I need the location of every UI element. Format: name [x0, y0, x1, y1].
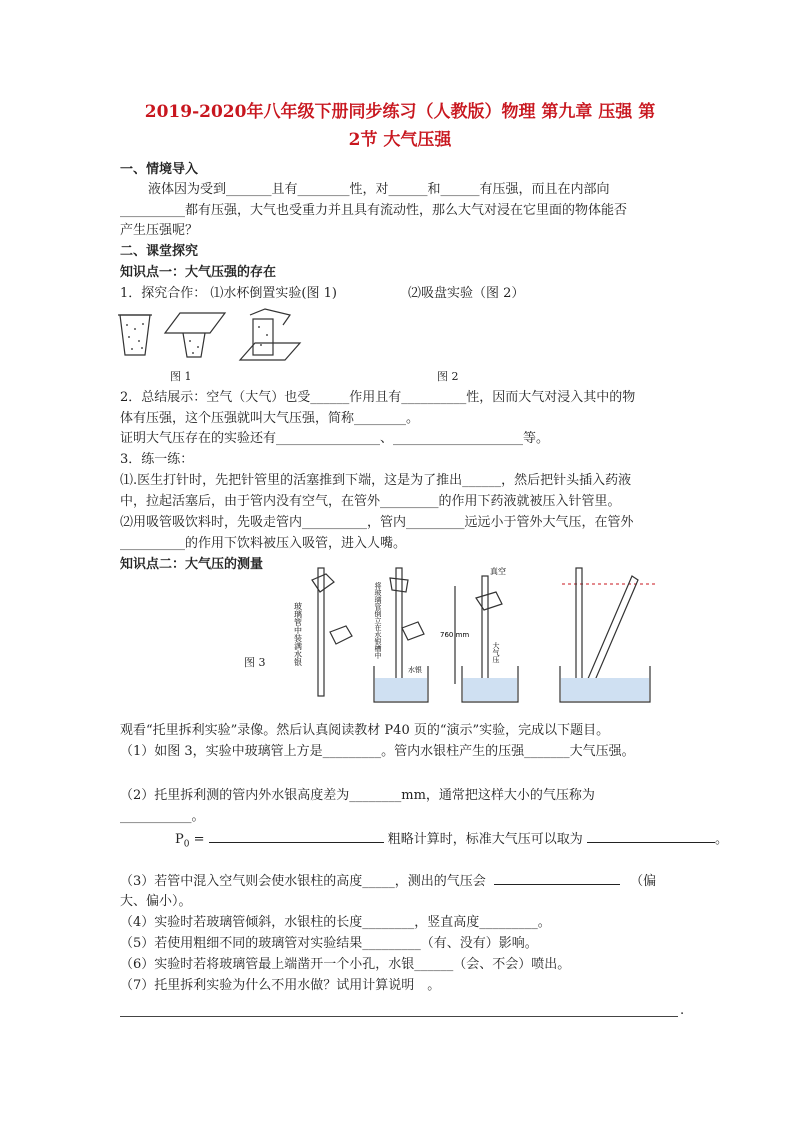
- glass-tube-tilted: [584, 576, 638, 692]
- question-3-line-2: 大、偏小）。: [120, 894, 192, 909]
- figure-2-caption: 图 2: [437, 370, 459, 383]
- mercury-3: [561, 678, 649, 701]
- title-line-1: 2019-2020年八年级下册同步练习（人教版）物理 第九章 压强 第: [144, 102, 656, 122]
- hand-1: [312, 574, 334, 592]
- label-atmospheric-pressure: 大气压: [492, 642, 500, 663]
- answer-line[interactable]: [120, 1016, 678, 1017]
- item-2-line-2: 体有压强，这个压强就叫大气压强，简称________。: [120, 411, 420, 426]
- tube: [253, 319, 273, 355]
- question-2-line-2: ___________。: [120, 809, 205, 824]
- label-invert-tube: 将玻璃管倒立在水银槽中: [374, 582, 382, 659]
- standard-pressure-blank[interactable]: [587, 830, 715, 843]
- p0-middle-text: 粗略计算时，标准大气压可以取为: [387, 832, 583, 847]
- hand-4: [402, 622, 424, 640]
- p0-symbol: P: [175, 832, 184, 847]
- q3-option: （偏: [630, 874, 657, 889]
- question-7: （7）托里拆利实验为什么不用水做？试用计算说明 。: [120, 978, 441, 993]
- p0-blank[interactable]: [209, 830, 384, 843]
- section-2-heading: 二、课堂探究: [120, 244, 199, 259]
- glass-tube-4: [576, 568, 582, 688]
- title-line-2: 2节 大气压强: [348, 130, 452, 150]
- exercise-2-line-2: __________的作用下饮料被压入吸管，进入人嘴。: [120, 536, 407, 551]
- figure-3-torricelli-illustration: [290, 562, 670, 710]
- hand-3: [390, 578, 408, 592]
- figure-3-caption: 图 3: [244, 656, 266, 669]
- hand-2: [330, 626, 352, 644]
- s1-paragraph-line-2: __________都有压强，大气也受重力并且具有流动性，那么大气对浸在它里面的物体能否: [120, 203, 628, 218]
- p0-equals: =: [189, 832, 205, 847]
- p0-line: [175, 830, 728, 854]
- question-4: （4）实验时若玻璃管倾斜，水银柱的长度________，竖直高度_________。: [120, 915, 551, 930]
- glass-tube-1: [318, 568, 324, 696]
- mercury-2: [463, 678, 517, 701]
- label-760mm: 760 mm: [440, 631, 470, 639]
- exercise-1-line-1: ⑴.医生打针时，先把针管里的活塞推到下端，这是为了推出______，然后把针头插入药液: [120, 473, 632, 488]
- plate: [240, 343, 300, 360]
- s1-paragraph-line-3: 产生压强呢？: [120, 223, 199, 238]
- question-5: （5）若使用粗细不同的玻璃管对实验结果_________（有、没有）影响。: [120, 936, 538, 951]
- glass-tube-2: [396, 568, 402, 680]
- section-1-heading: 一、情境导入: [120, 162, 199, 177]
- card: [165, 313, 225, 333]
- question-6: （6）实验时若将玻璃管最上端凿开一个小孔，水银______（会、不会）喷出。: [120, 957, 571, 972]
- p0-end: 。: [714, 832, 728, 847]
- exercise-2-line-1: ⑵用吸管吸饮料时，先吸走管内__________，管内_________远远小于管外大气压，在管外: [120, 515, 634, 530]
- knowledge-point-1: [120, 264, 276, 282]
- kp2-title: 大气压的测量: [185, 557, 264, 572]
- label-fill-tube: 玻璃管中装满水银: [293, 602, 303, 666]
- intro-line: 观看“托里拆利实验”录像。然后认真阅读教材 P40 页的“演示”实验，完成以下题目。: [120, 723, 610, 738]
- question-3-line-1: [120, 872, 656, 891]
- s1-paragraph-line-1: 液体因为受到_______且有________性，对______和______有压强，而且在内部向: [148, 182, 610, 197]
- label-mercury: 水银: [408, 666, 422, 674]
- item-3: 3．练一练：: [120, 452, 194, 467]
- mercury-1: [375, 678, 427, 701]
- kp1-label: 知识点一：: [120, 265, 186, 280]
- answer-line-end-dot: .: [680, 1003, 685, 1018]
- glass-tube-3: [482, 576, 488, 688]
- question-1: （1）如图 3，实验中玻璃管上方是_________。管内水银柱产生的压强_______大气压强。: [120, 744, 635, 759]
- hand: [250, 309, 290, 325]
- document-title: [110, 98, 690, 154]
- hand-5: [476, 592, 502, 610]
- q3-text: （3）若管中混入空气则会使水银柱的高度_____，测出的气压会: [120, 874, 486, 889]
- kp2-label: 知识点二：: [120, 557, 186, 572]
- exercise-1-line-2: 中，拉起活塞后，由于管内没有空气，在管外_________的作用下药液就被压入针管里。: [120, 494, 621, 509]
- q3-blank[interactable]: [494, 872, 620, 885]
- item-2-line-3: 证明大气压存在的实验还有________________、____________________等。: [120, 431, 550, 446]
- knowledge-point-2: [120, 556, 263, 574]
- item-2-line-1: 2．总结展示：空气（大气）也受______作用且有__________性，因而大气对浸入其中的物: [120, 390, 636, 405]
- question-2-line-1: （2）托里拆利测的管内外水银高度差为________mm，通常把这样大小的气压称为: [120, 788, 595, 803]
- kp1-title: 大气压强的存在: [185, 265, 277, 280]
- figure-1-2-illustration: [115, 305, 305, 365]
- cup-upright: [120, 315, 150, 355]
- item-1-a: 1．探究合作： ⑴水杯倒置实验(图 1): [120, 286, 337, 301]
- label-vacuum: 真空: [490, 567, 506, 576]
- cup-inverted: [183, 333, 205, 357]
- item-1-b: ⑵吸盘实验（图 2）: [408, 286, 525, 301]
- figure-1-caption: 图 1: [170, 370, 192, 383]
- p0-subscript: 0: [183, 839, 190, 850]
